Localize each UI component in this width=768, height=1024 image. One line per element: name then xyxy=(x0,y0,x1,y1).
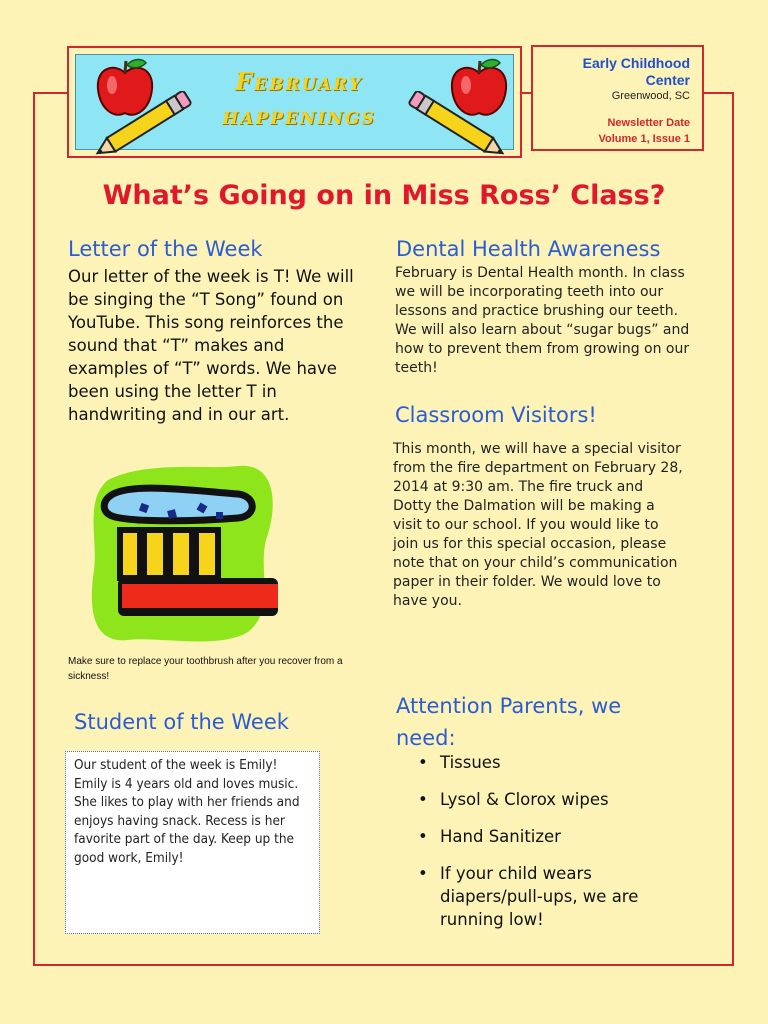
dental-body: February is Dental Health month. In class we will be incorporating teeth into our lessons and practice brushing our teeth. We will also learn about “sugar bugs” and how to prevent them from growing on our teeth! xyxy=(395,265,690,376)
info-box xyxy=(531,45,704,151)
banner-line-1: February xyxy=(235,67,363,96)
student-heading: Student of the Week xyxy=(74,710,289,734)
student-body: Our student of the week is Emily! Emily is 4 years old and loves music. She likes to play with her friends and enjoys having snack. Recess is her favorite part of the day. Keep up the good work, Emily! xyxy=(74,757,300,866)
apple-icon xyxy=(444,57,514,127)
needs-heading-line-1: Attention Parents, we xyxy=(396,694,622,718)
letter-body: Our letter of the week is T! We will be singing the “T Song” found on YouTube. This song reinforces the sound that “T” makes and examples of “T” words. We have been using the letter T in handwriting and in our art. xyxy=(68,267,354,424)
image-caption: Make sure to replace your toothbrush after you recover from a sickness! xyxy=(68,656,343,682)
visitors-body: This month, we will have a special visitor from the fire department on February 28, 2014 at 9:30 am. The fire truck and Dotty the Dalmation will be making a visit to our school. If you would like to join us for this special occasion, please note that on your child’s communication paper in their folder. We would love to have you. xyxy=(393,441,683,609)
banner-line-2: happenings xyxy=(222,100,376,130)
volume-issue: Volume 1, Issue 1 xyxy=(598,133,690,145)
dental-heading: Dental Health Awareness xyxy=(396,237,661,261)
newsletter-date: Newsletter Date xyxy=(607,117,690,129)
list-item: • Hand Sanitizer xyxy=(418,827,561,846)
list-item: • Tissues xyxy=(418,753,501,772)
toothbrush-icon xyxy=(88,460,280,644)
student-box xyxy=(65,751,320,934)
visitors-heading: Classroom Visitors! xyxy=(395,403,597,427)
list-item: • Lysol & Clorox wipes xyxy=(418,790,609,809)
needs-heading-line-2: need: xyxy=(396,726,456,750)
org-name-line-1: Early Childhood xyxy=(582,55,690,71)
org-name-line-2: Center xyxy=(645,72,690,88)
org-city: Greenwood, SC xyxy=(611,90,690,102)
needs-heading xyxy=(396,690,621,754)
letter-heading: Letter of the Week xyxy=(68,237,263,261)
banner xyxy=(67,46,522,158)
pencil-icon xyxy=(88,91,198,161)
page-headline: What’s Going on in Miss Ross’ Class? xyxy=(102,180,666,211)
list-item: • If your child wears diapers/pull-ups, we are running low! xyxy=(418,864,639,929)
needs-list xyxy=(410,751,680,945)
banner-title xyxy=(204,65,394,132)
